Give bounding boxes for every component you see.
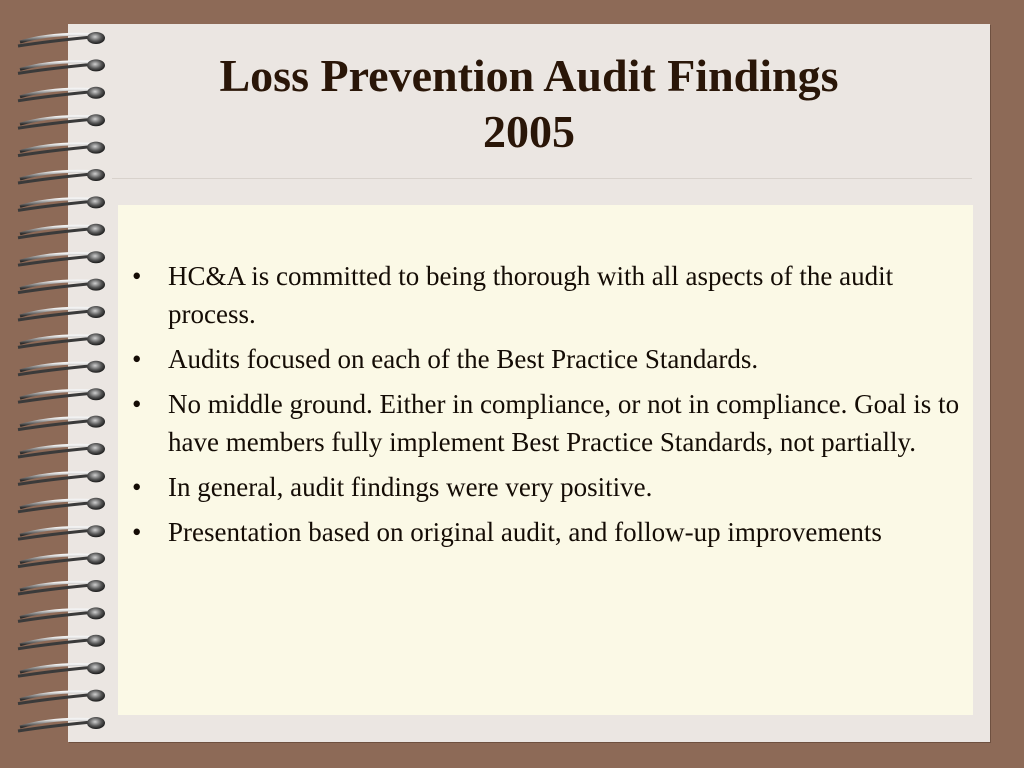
title-line-1: Loss Prevention Audit Findings [219, 50, 839, 101]
slide-title [68, 48, 990, 160]
title-line-2: 2005 [483, 106, 575, 157]
spiral-ring-icon [18, 498, 105, 512]
spiral-ring-icon [18, 32, 105, 46]
content-panel [118, 205, 973, 715]
spiral-ring-icon [18, 525, 105, 539]
spiral-ring-icon [18, 251, 105, 265]
bullet-dot: • [132, 389, 142, 419]
spiral-ring-icon [18, 635, 105, 649]
bullet-dot: • [132, 472, 142, 502]
spiral-ring-icon [18, 690, 105, 704]
spiral-ring-icon [18, 717, 105, 731]
bullet-dot: • [132, 261, 142, 291]
bullet-text: Audits focused on each of the Best Practice Standards. [168, 344, 759, 374]
spiral-ring-icon [18, 443, 105, 457]
bullet-item [118, 340, 963, 378]
spiral-ring-icon [18, 361, 105, 375]
bullet-text: Presentation based on original audit, and follow-up improvements [168, 517, 882, 547]
spiral-ring-icon [18, 224, 105, 238]
bullet-text: No middle ground. Either in compliance, or not in compliance. Goal is to have members fully implement Best Practice Standards, not partially. [168, 389, 960, 457]
bullet-dot: • [132, 517, 142, 547]
spiral-ring-icon [18, 470, 105, 484]
bullet-item [118, 257, 963, 333]
spiral-ring-icon [18, 306, 105, 320]
spiral-ring-icon [18, 580, 105, 594]
spiral-ring-icon [18, 553, 105, 567]
bullet-item [118, 468, 963, 506]
bullet-dot: • [132, 344, 142, 374]
bullet-item [118, 385, 963, 461]
spiral-ring-icon [18, 416, 105, 430]
title-divider [112, 178, 972, 179]
bullet-text: In general, audit findings were very positive. [168, 472, 653, 502]
spiral-ring-icon [18, 333, 105, 347]
bullet-list [118, 205, 973, 551]
bullet-item [118, 513, 963, 551]
spiral-ring-icon [18, 279, 105, 293]
bullet-text: HC&A is committed to being thorough with all aspects of the audit process. [168, 261, 894, 329]
spiral-ring-icon [18, 196, 105, 210]
spiral-ring-icon [18, 607, 105, 621]
spiral-ring-icon [18, 169, 105, 183]
spiral-ring-icon [18, 388, 105, 402]
spiral-ring-icon [18, 662, 105, 676]
